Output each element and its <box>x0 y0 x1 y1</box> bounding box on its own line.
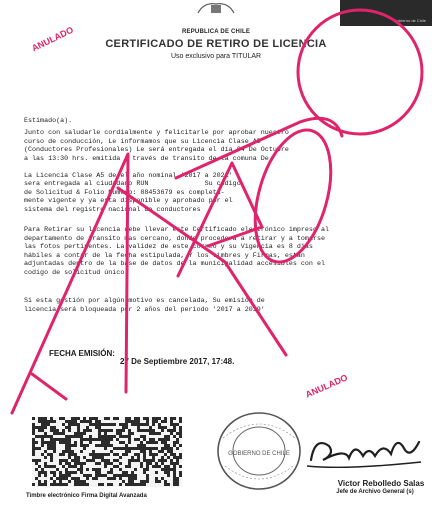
timbre-label: Timbre electrónico Firma Digital Avanzada <box>26 493 147 499</box>
text-line <box>24 163 408 172</box>
text-line: a las 13:30 hrs. emitida a través de transito de la comuna De <box>24 154 269 163</box>
text-line: sistema del registro nacional de conductores <box>24 205 201 214</box>
text-line: adjuntadas dentro de la base de datos de la municipalidad accesibles con el <box>24 260 325 268</box>
void-short-stroke <box>32 374 66 399</box>
text-line: Para Retirar su licencia debe llevar este Certificado electrónico impreso al <box>24 226 329 234</box>
signer-role: Jefe de Archivo General (s) <box>336 489 414 495</box>
qr-code-image <box>32 417 182 487</box>
paragraph-3 <box>24 297 408 314</box>
text-line: departamento de transito mas cercano, donde procederá a retirar y a tomarse <box>24 234 325 243</box>
emission-date: 27 De Septiembre 2017, 17:48. <box>120 357 235 366</box>
signature-image <box>305 420 423 474</box>
text-line: Si esta gestión por algún motivo es cancelada, Su emisión de <box>24 297 265 305</box>
text-line: (Conductores Profesionales) Le será entregada el día 04 De Octubre <box>24 146 289 154</box>
paragraph-2 <box>24 226 408 277</box>
certificate-subtitle: Uso exclusivo para TITULAR <box>170 53 262 60</box>
emission-label: FECHA EMISIÓN: <box>49 349 115 358</box>
text-line: curso de conducción, Le informamos que su Licencia Clase A5 <box>24 137 261 146</box>
certificate-title: CERTIFICADO DE RETIRO DE LICENCIA <box>105 38 327 50</box>
text-line: las fotos pertinentes. La validez de este correo y su Vigencia es 8 dias <box>24 243 313 251</box>
greeting: Estimado(a). <box>24 117 73 125</box>
seal-text: GOBIERNO DE CHILE <box>228 451 290 457</box>
text-line: hábiles a contar de la fecha estipulada, Y los timbres y Firmas, están <box>24 251 305 260</box>
corner-text: Gobierno de Chile <box>393 18 426 23</box>
chile-crest-icon <box>194 0 238 14</box>
anulado-stamp-bottom: ANULADO <box>303 372 350 400</box>
text-line: codigo de solicitud único. <box>24 268 129 277</box>
text-line: La Licencia Clase A5 de el año nominal '2017 a 2021' <box>24 171 233 180</box>
republic-label: REPUBLICA DE CHILE <box>181 29 251 35</box>
text-line: sera entregada al ciudadano RUN Su codigo <box>24 180 241 188</box>
signer-name: Victor Rebolledo Salas <box>337 479 425 488</box>
header-corner-image <box>340 0 432 26</box>
text-line: de Solicitud & Folio Numero: 88453679 es completa- <box>24 188 225 197</box>
paragraph-1 <box>24 129 408 214</box>
text-line: licencia será bloqueada por 2 años del periodo '2017 a 2019' <box>24 305 265 314</box>
text-line: mente vigente y ya esta disponible y aprobado por el <box>24 197 233 205</box>
anulado-stamp-top: ANULADO <box>30 24 75 54</box>
official-seal-icon <box>213 408 305 494</box>
text-line: Junto con saludarle cordialmente y felicitarle por aprobar nuestro <box>24 129 289 137</box>
